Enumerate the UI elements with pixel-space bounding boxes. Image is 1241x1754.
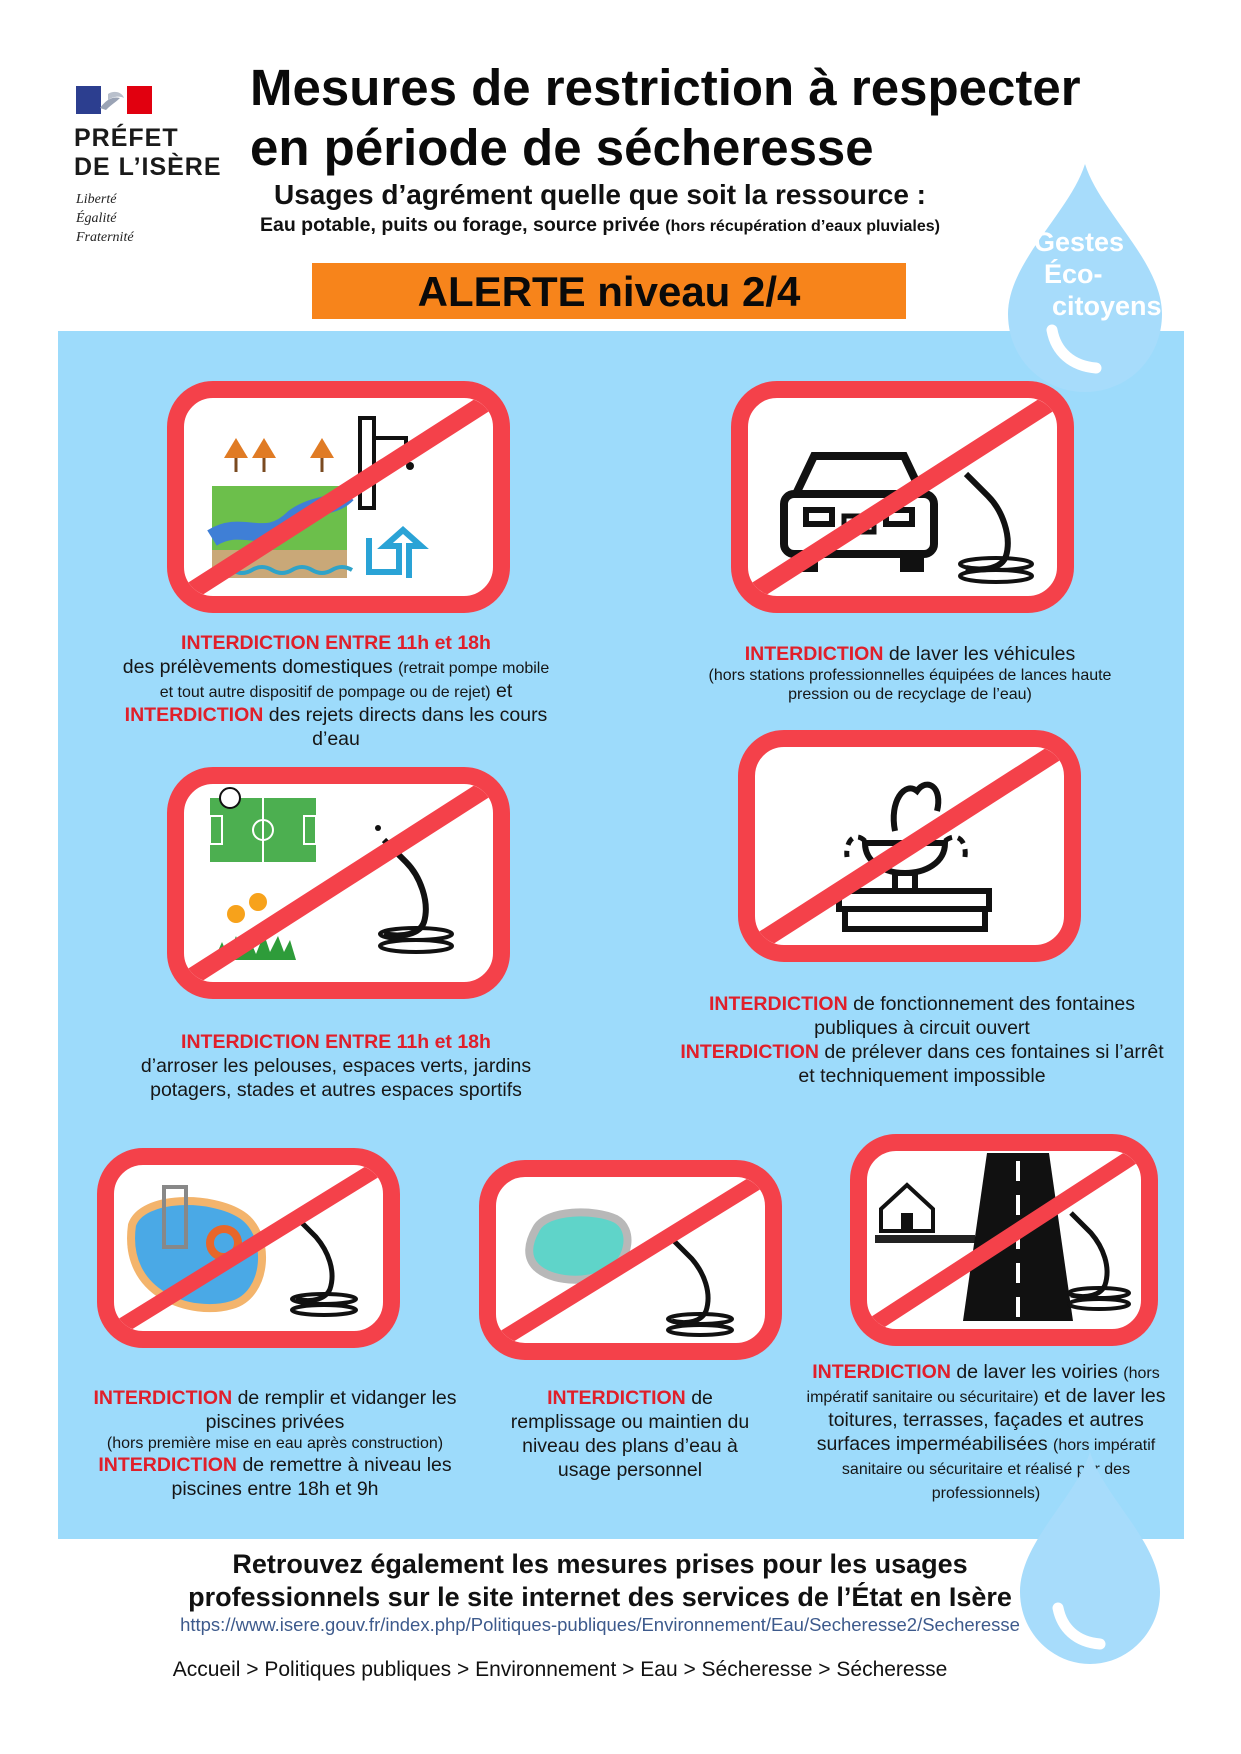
caption-arrosage: INTERDICTION ENTRE 11h et 18h d’arroser les pelouses, espaces verts, jardins potagers, stades et autres espaces sportifs	[140, 1031, 532, 1101]
subtitle-resources: Eau potable, puits ou forage, source privée (hors récupération d’eaux pluviales)	[259, 214, 940, 236]
sign-plans-eau	[479, 1160, 782, 1360]
marianne-logo-icon	[76, 86, 152, 114]
website-link[interactable]: https://www.isere.gouv.fr/index.php/Politiques-publiques/Environnement/Eau/Secheresse2/Secheresse	[180, 1614, 1020, 1635]
sign-vehicules	[731, 381, 1074, 613]
prohibition-slash	[114, 1165, 383, 1331]
prohibition-slash	[755, 747, 1064, 945]
caption-plans-eau: INTERDICTION de remplissage ou maintien du niveau des plans d’eau à usage personnel	[510, 1387, 750, 1481]
prohibition-slash	[184, 784, 493, 982]
prohibition-slash	[184, 398, 493, 596]
breadcrumb: Accueil > Politiques publiques > Environnement > Eau > Sécheresse > Sécheresse	[172, 1658, 948, 1681]
prefet-logo-text: PRÉFET DE L’ISÈRE	[74, 124, 222, 181]
alert-level-banner: ALERTE niveau 2/4	[312, 263, 906, 319]
sign-voiries	[850, 1134, 1158, 1346]
prohibition-slash	[867, 1151, 1141, 1329]
eco-badge-line1: Gestes	[1034, 227, 1125, 257]
caption-voiries: INTERDICTION de laver les voiries (hors impératif sanitaire ou sécuritaire) et de laver les toitures, terrasses, façades et autres surfaces imperméabilisées (hors impératif sanitaire ou sécuritaire et réalisé par des professionnels)	[806, 1361, 1166, 1502]
subtitle: Usages d’agrément quelle que soit la ressource :	[274, 179, 926, 210]
sign-arrosage	[167, 767, 510, 999]
caption-piscines: INTERDICTION de remplir et vidanger les piscines privées (hors première mise en eau après construction) INTERDICTION de remettre à niveau les piscines entre 18h et 9h	[93, 1387, 457, 1500]
footer-note: Retrouvez également les mesures prises pour les usages professionnels sur le site internet des services de l’État en Isère	[188, 1549, 1012, 1612]
sign-piscines	[97, 1148, 400, 1348]
eco-badge-line3: citoyens	[1052, 291, 1162, 321]
sign-fontaines	[738, 730, 1081, 962]
sign-prelevements	[167, 381, 510, 613]
caption-prelevements: INTERDICTION ENTRE 11h et 18h des prélèvements domestiques (retrait pompe mobile et tout autre dispositif de pompage ou de rejet) et INTERDICTION des rejets directs dans les cours d’eau	[122, 632, 550, 750]
eco-badge-line2: Éco-	[1044, 259, 1103, 289]
prohibition-slash	[748, 398, 1057, 596]
prohibition-slash	[496, 1177, 765, 1343]
republic-motto: Liberté Égalité Fraternité	[76, 192, 134, 245]
caption-vehicules: INTERDICTION de laver les véhicules (hors stations professionnelles équipées de lances haute pression ou de recyclage de l’eau)	[708, 643, 1112, 703]
page-title: Mesures de restriction à respecter en période de sécheresse	[250, 59, 1081, 176]
caption-fontaines: INTERDICTION de fonctionnement des fontaines publiques à circuit ouvert INTERDICTION de prélever dans ces fontaines si l’arrêt et techniquement impossible	[680, 993, 1164, 1087]
